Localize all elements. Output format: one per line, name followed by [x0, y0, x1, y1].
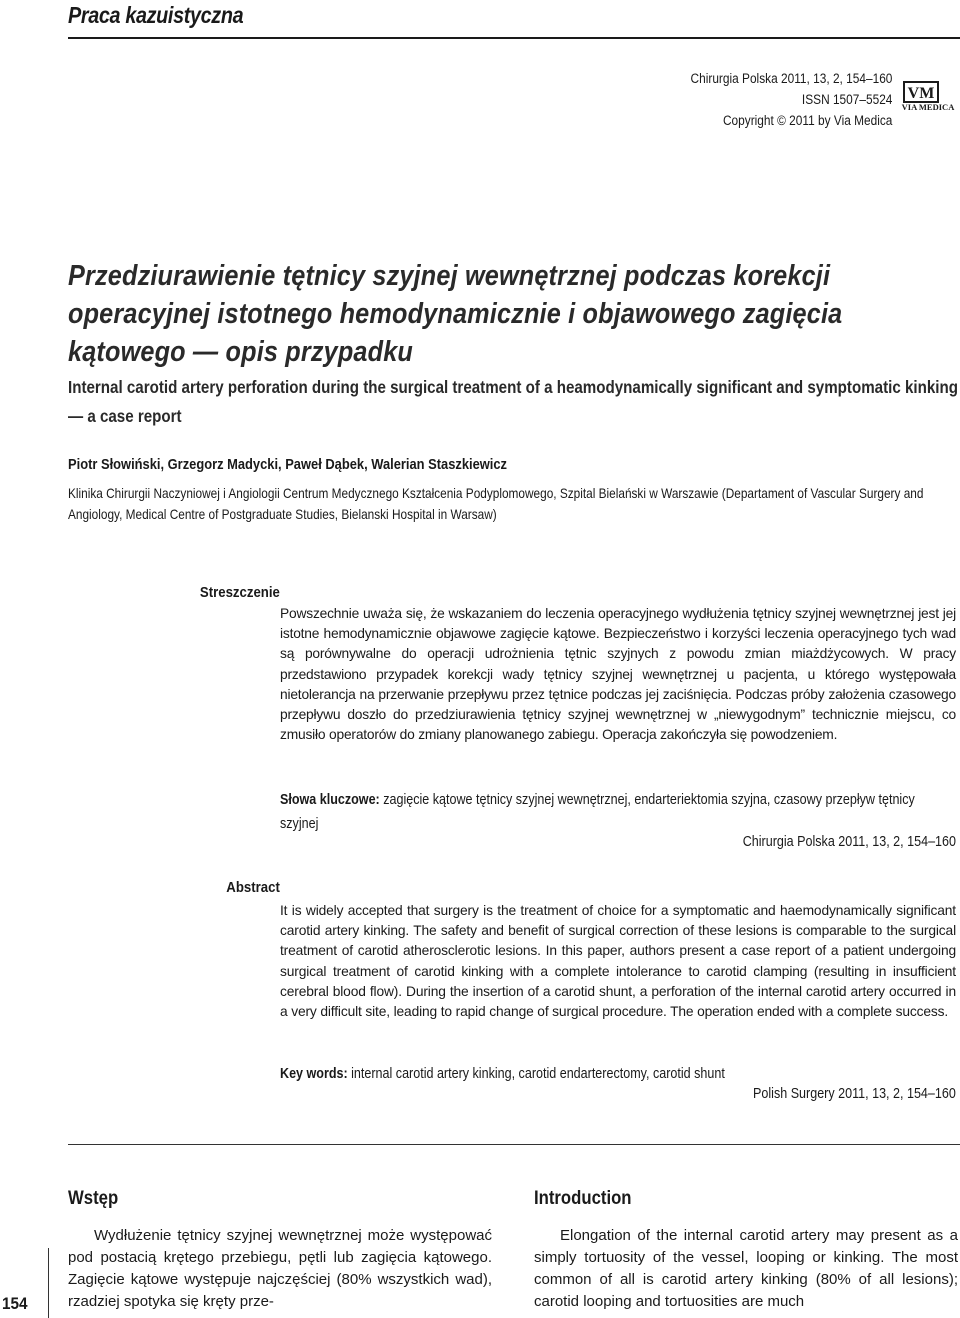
article-title-polish: Przedziurawienie tętnicy szyjnej wewnętrznej podczas korekcji operacyjnej istotnego hemodynamicznie i objawowego zagięcia kątowego — opis przypadku: [68, 260, 843, 368]
authors: Piotr Słowiński, Grzegorz Madycki, Paweł Dąbek, Walerian Staszkiewicz: [68, 456, 508, 473]
abstract-text: It is widely accepted that surgery is the treatment of choice for a symptomatic and haemodynamically significant carotid artery kinking. The safety and benefit of surgical correction of these lesions is comparable to the surgical treatment of carotid atherosclerotic lesions. In this paper, authors present a case report of a patient undergoing surgical treatment of carotid kinking with a complete intolerance to carotid clamping (resulting in insufficient cerebral blood flow). During the insertion of a carotid shunt, a perforation of the internal carotid artery occurred in a very difficult site, leading to rapid change of surgical procedure. The operation ended with a complete success.: [280, 903, 956, 1020]
journal-info: [690, 68, 892, 131]
citation-english: Polish Surgery 2011, 13, 2, 154–160: [753, 1086, 956, 1102]
keywords-english: [280, 1062, 960, 1086]
section-label: Praca kazuistyczna: [68, 2, 244, 28]
keywords-english-label: Key words:: [280, 1066, 348, 1082]
journal-copyright-line: Copyright © 2011 by Via Medica: [722, 113, 892, 128]
abstract-heading: Abstract: [226, 879, 280, 896]
keywords-polish: [280, 788, 942, 836]
via-medica-logo: [898, 80, 958, 112]
introduction-heading: Introduction: [534, 1188, 632, 1209]
journal-citation-line: Chirurgia Polska 2011, 13, 2, 154–160: [690, 71, 892, 86]
keywords-polish-label: Słowa kluczowe:: [280, 792, 380, 808]
streszczenie-text: Powszechnie uważa się, że wskazaniem do leczenia operacyjnego wydłużenia tętnicy szyjnej wewnętrznej jest jej istotne hemodynamicznie objawowe zagięcie kątowe. Bezpieczeństwo i korzyści leczenia operacyjnego tych wad są porównywalne do operacji udrożnienia tętnic szyjnych z powodu zmian miażdżycowych. W pracy przedstawiono przypadek korekcji wady tętnicy szyjnej wewnętrznej u pacjenta, u którego występowała nietolerancja na przerwanie przepływu przez tętnice podczas jej zaciśnięcia. Podczas próby założenia czasowego przepływu doszło do przedziurawienia tętnicy szyjnej wewnętrznej w „niewygodnym” technicznie miejscu, co zmusiło operatorów do zmiany planowanego zabiegu. Operacja zakończyła się powodzeniem.: [280, 606, 956, 743]
keywords-english-values: internal carotid artery kinking, carotid endarterectomy, carotid shunt: [347, 1066, 725, 1082]
wstep-heading: Wstęp: [68, 1188, 119, 1209]
page-number-rule: [48, 1248, 49, 1318]
affiliation: Klinika Chirurgii Naczyniowej i Angiologii Centrum Medycznego Kształcenia Podyplomowego, Szpital Bielański w Warszawie (Departament of Vascular Surgery and Angiology, Medical Centre of Postgraduate Studies, Bielanski Hospital in Warsaw): [68, 485, 924, 522]
header-rule: [68, 37, 960, 39]
introduction-text: Elongation of the internal carotid artery may present as a simply tortuosity of the vessel, looping or kinking. The most common of all is carotid artery kinking (80% of all lesions); carotid looping and tortuosities are much: [534, 1227, 958, 1310]
page-number: 154: [2, 1294, 28, 1313]
journal-issn-line: ISSN 1507–5524: [801, 92, 892, 107]
wstep-text: Wydłużenie tętnicy szyjnej wewnętrznej może występować pod postacią krętego przebiegu, pętli lub zagięcia kątowego. Zagięcie kątowe występuje najczęściej (80% wszystkich wad), rzadziej spotyka się kręty prze-: [68, 1227, 492, 1310]
citation-polish: Chirurgia Polska 2011, 13, 2, 154–160: [742, 834, 956, 850]
section-divider: [68, 1144, 960, 1145]
svg-text:VM: VM: [907, 85, 935, 102]
keywords-polish-values: zagięcie kątowe tętnicy szyjnej wewnętrznej, endarteriektomia szyjna, czasowy przepływ tętnicy szyjnej: [280, 792, 915, 832]
article-title-english: Internal carotid artery perforation during the surgical treatment of a heamodynamically significant and symptomatic kinking — a case report: [68, 377, 958, 426]
svg-text:VIA MEDICA: VIA MEDICA: [901, 102, 955, 112]
streszczenie-heading: Streszczenie: [200, 584, 280, 601]
